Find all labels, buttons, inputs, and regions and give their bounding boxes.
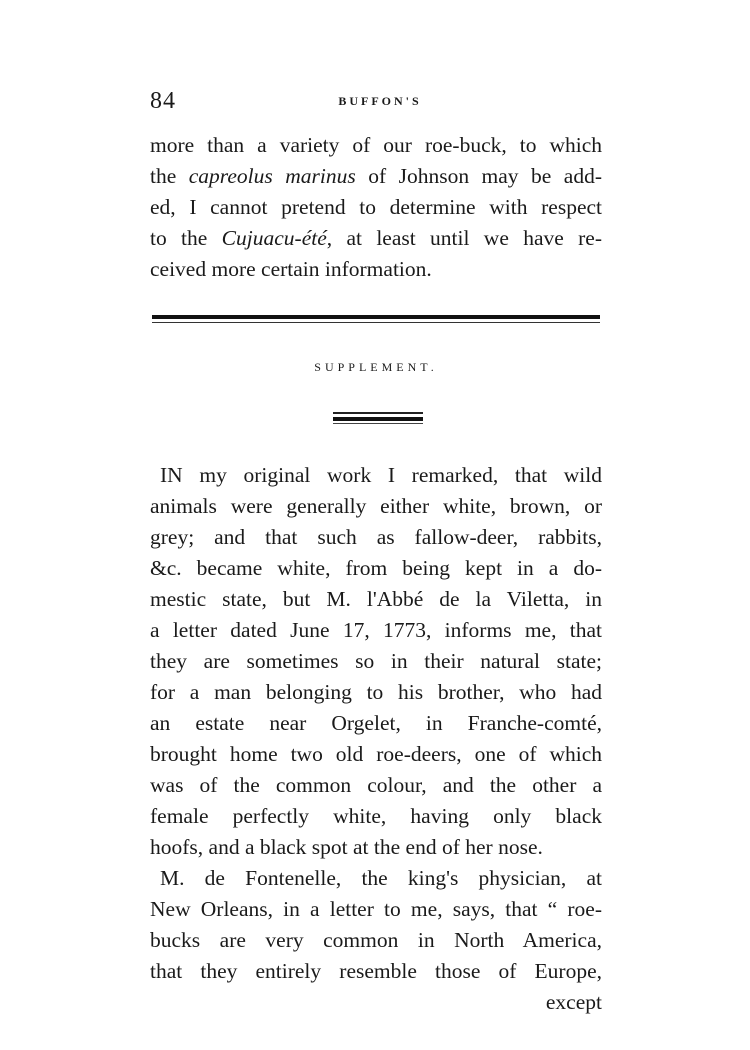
catchword: except [545, 990, 602, 1014]
text-line: animals were generally either white, brown, or [150, 494, 602, 518]
text-line: a letter dated June 17, 1773, informs me, that [150, 618, 602, 642]
text-line: that they entirely resemble those of Europe, [150, 959, 602, 983]
page-number: 84 [150, 88, 176, 114]
text-line: brought home two old roe-deers, one of which [150, 742, 602, 766]
text-line: the capreolus marinus of Johnson may be add- [150, 164, 603, 188]
text-line: ed, I cannot pretend to determine with respect [150, 195, 602, 219]
opening-paragraph [150, 130, 602, 285]
section-title: SUPPLEMENT. [314, 360, 438, 374]
section-divider-hairline [152, 322, 600, 323]
section-divider-rule [152, 315, 600, 319]
text-line: female perfectly white, having only black [150, 804, 602, 828]
text-line: more than a variety of our roe-buck, to which [150, 133, 602, 157]
text-line: to the Cujuacu-été, at least until we have re- [150, 226, 602, 250]
text-line: ceived more certain information. [150, 257, 432, 281]
text-line: hoofs, and a black spot at the end of her nose. [150, 835, 543, 859]
italic-term: capreolus marinus [188, 164, 356, 188]
text-line: was of the common colour, and the other a [150, 773, 602, 797]
text-line: M. de Fontenelle, the king's physician, at [160, 866, 602, 890]
text-line: bucks are very common in North America, [150, 928, 602, 952]
text-line: for a man belonging to his brother, who had [150, 680, 602, 704]
ornamental-rule [333, 412, 423, 426]
italic-term: Cujuacu-été [221, 226, 327, 250]
text-line: an estate near Orgelet, in Franche-comté, [150, 711, 602, 735]
page-header [150, 88, 610, 118]
text-line: grey; and that such as fallow-deer, rabbits, [150, 525, 602, 549]
running-head: BUFFON'S [338, 94, 422, 108]
text-line: they are sometimes so in their natural state; [150, 649, 602, 673]
text-line: mestic state, but M. l'Abbé de la Viletta, in [150, 587, 602, 611]
text-line: &c. became white, from being kept in a do- [150, 556, 602, 580]
text-line: IN my original work I remarked, that wild [160, 463, 602, 487]
supplement-paragraph-1 [150, 460, 602, 1018]
text-line: New Orleans, in a letter to me, says, that “ roe- [150, 897, 602, 921]
